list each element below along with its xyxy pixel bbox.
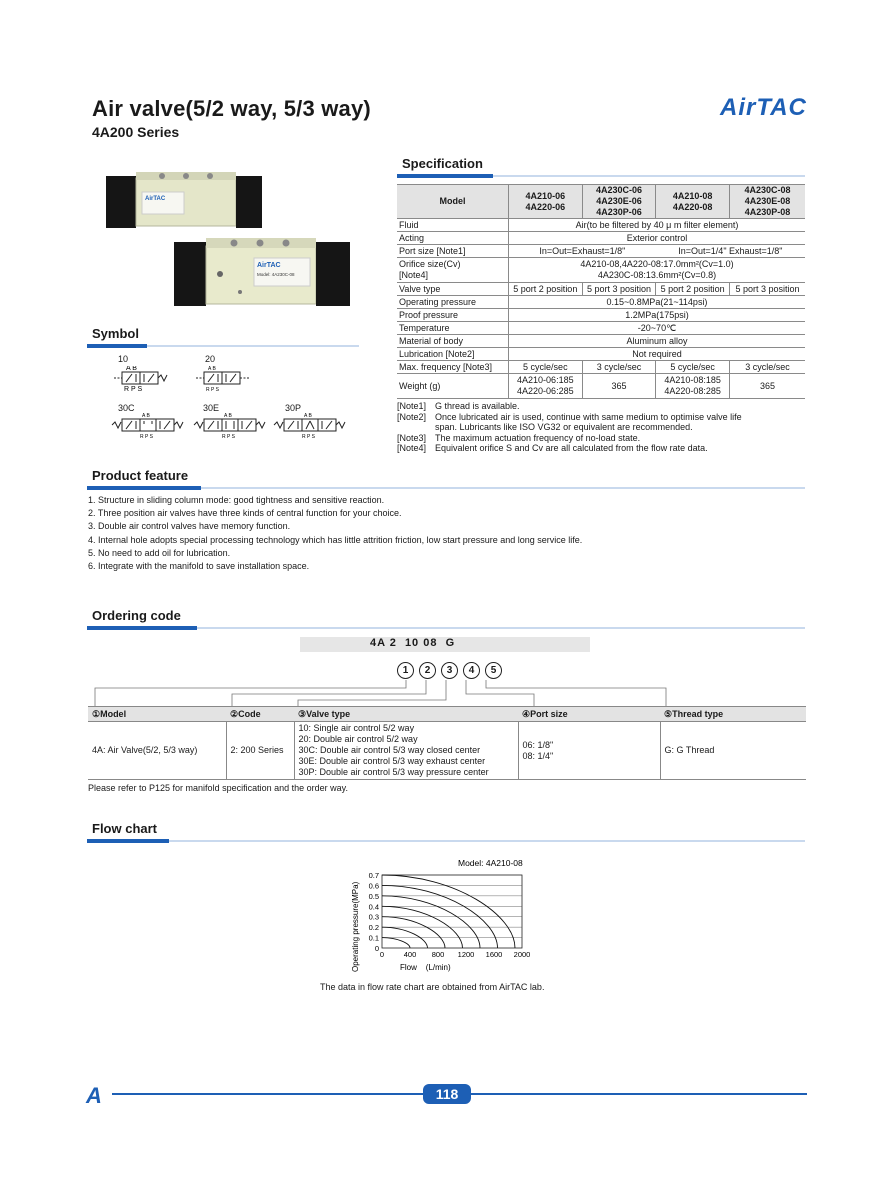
spec-row-lubrication: Lubrication [Note2] Not required [397, 348, 805, 361]
specification-rule [397, 175, 805, 177]
flow-chart-rule [87, 840, 805, 842]
spec-head-col3: 4A210-08 4A220-08 [656, 185, 730, 219]
chart-x-tick-label: 400 [403, 950, 417, 959]
chart-series-line [382, 938, 410, 948]
symbol-rule [87, 345, 359, 347]
chart-series-line [382, 917, 445, 948]
note-4: [Note4] Equivalent orifice S and Cv are all calculated from the flow rate data. [397, 443, 708, 453]
note-2-cont: span. Lubricants like ISO VG32 or equivalent are recommended. [435, 422, 693, 432]
specification-table [397, 184, 805, 399]
photo-model-label: Model: 4A230C-08 [257, 272, 295, 277]
symbol-20-ports-top: A B [208, 366, 216, 372]
chart-x-tick-label: 2000 [513, 950, 531, 959]
symbol-30p-ports-top: A B [304, 413, 312, 419]
chart-y-tick-label: 0.5 [368, 891, 379, 901]
chart-y-tick-label: 0.7 [368, 871, 379, 880]
spec-row-max-frequency: Max. frequency [Note3] 5 cycle/sec 3 cycle/sec 5 cycle/sec 3 cycle/sec [397, 361, 805, 374]
spec-row-fluid: Fluid Air(to be filtered by 40 μ m filter element) [397, 219, 805, 232]
circle-4: 4 [463, 662, 480, 679]
airtac-logo: AirTAC [720, 94, 807, 121]
feature-item: 3. Double air control valves have memory function. [88, 521, 291, 532]
chart-y-tick-label: 0 [374, 944, 379, 953]
order-code-leader-lines [90, 680, 670, 708]
note-3: [Note3] The maximum actuation frequency of no-load state. [397, 432, 641, 443]
circle-5: 5 [485, 662, 502, 679]
feature-list [88, 494, 582, 573]
symbol-20-label: 20 [205, 354, 216, 364]
ordering-note: Please refer to P125 for manifold specification and the order way. [88, 783, 348, 793]
circle-1: 1 [397, 662, 414, 679]
spec-row-orifice: Orifice size(Cv) [Note4] 4A210-08,4A220-08:17.0mm²(Cv=1.0) 4A230C-08:13.6mm²(Cv=0.8) [397, 258, 805, 283]
spec-head-col4: 4A230C-08 4A230E-08 4A230P-08 [729, 185, 805, 219]
spec-row-valve-type: Valve type 5 port 2 position 5 port 3 position 5 port 2 position 5 port 3 position [397, 283, 805, 296]
spec-notes [397, 401, 807, 454]
ordering-code-value: 2: 200 Series [226, 722, 294, 780]
chart-x-tick-label: 0 [379, 950, 385, 959]
symbol-30c-ports-top: A B [142, 413, 150, 419]
ordering-header-row [88, 707, 806, 722]
photo-brand-1: AirTAC [145, 196, 166, 202]
ordering-table [88, 706, 806, 780]
symbol-10-ports-top: A B [126, 366, 137, 372]
ordering-thread-value: G: G Thread [660, 722, 806, 780]
chart-plot-area [369, 871, 531, 959]
page-number: 118 [423, 1084, 471, 1104]
order-code-example: 4A 2 10 08 G [370, 637, 456, 649]
chart-xlabel: Flow (L/min) [400, 963, 451, 972]
feature-item: 6. Integrate with the manifold to save installation space. [88, 561, 310, 572]
symbol-30e-ports-bottom: R P S [222, 434, 235, 439]
chart-y-tick-label: 0.3 [368, 912, 379, 922]
ordering-head-model: ①Model [88, 707, 226, 722]
ordering-code-heading: Ordering code [92, 608, 181, 623]
spec-header-row [397, 185, 805, 219]
chart-ylabel: Operating pressure(MPa) [351, 881, 360, 972]
ordering-model-value: 4A: Air Valve(5/2, 5/3 way) [88, 722, 226, 780]
spec-model-label: Model [397, 185, 508, 219]
chart-y-tick-label: 0.1 [368, 933, 379, 943]
spec-row-proof-pressure: Proof pressure 1.2MPa(175psi) [397, 309, 805, 322]
symbol-heading: Symbol [92, 326, 139, 341]
chart-title: Model: 4A210-08 [458, 858, 523, 868]
feature-item: 4. Internal hole adopts special processing technology which has little attrition friction, low start pressure and long service life. [88, 534, 583, 545]
symbol-30c-ports-bottom: R P S [140, 434, 153, 439]
symbol-30c-label: 30C [118, 403, 135, 413]
ordering-value-row [88, 722, 806, 780]
ordering-code-rule [87, 627, 805, 629]
circle-3: 3 [441, 662, 458, 679]
series-subtitle: 4A200 Series [92, 124, 180, 140]
note-2: [Note2] Once lubricated air is used, continue with same medium to optimise valve life [397, 411, 742, 422]
symbol-10-diagram [112, 366, 172, 392]
symbol-30c-diagram [110, 413, 186, 439]
symbol-30e-diagram [192, 413, 268, 439]
photo-brand-2: AirTAC [257, 262, 281, 269]
chart-x-tick-label: 1200 [457, 950, 475, 959]
symbol-20-ports-bottom: R P S [206, 387, 219, 392]
chart-y-tick-label: 0.2 [368, 923, 379, 933]
symbol-30e-ports-top: A B [224, 413, 232, 419]
ordering-head-valve: ③Valve type [294, 707, 518, 722]
chart-frame [382, 875, 522, 948]
symbol-20-diagram [194, 366, 254, 392]
product-feature-heading: Product feature [92, 468, 189, 483]
chart-series-line [382, 896, 480, 948]
symbol-30p-ports-bottom: R P S [302, 434, 315, 439]
ordering-head-thread: ⑤Thread type [660, 707, 806, 722]
spec-row-operating-pressure: Operating pressure 0.15~0.8MPa(21~114psi) [397, 296, 805, 309]
ordering-port-values: 06: 1/8" 08: 1/4" [518, 722, 660, 780]
circle-2: 2 [419, 662, 436, 679]
chart-caption: The data in flow rate chart are obtained from AirTAC lab. [320, 982, 545, 992]
spec-row-port-size: Port size [Note1] In=Out=Exhaust=1/8" In=Out=1/4" Exhaust=1/8" [397, 245, 805, 258]
symbol-30p-diagram [272, 413, 352, 439]
specification-heading: Specification [402, 156, 483, 171]
spec-head-col2: 4A230C-06 4A230E-06 4A230P-06 [582, 185, 656, 219]
chart-x-tick-label: 800 [431, 950, 445, 959]
spec-row-acting: Acting Exterior control [397, 232, 805, 245]
product-photo [100, 170, 360, 320]
feature-item: 1. Structure in sliding column mode: good tightness and sensitive reaction. [88, 495, 385, 505]
flow-chart [340, 852, 560, 977]
ordering-head-code: ②Code [226, 707, 294, 722]
chart-y-tick-label: 0.4 [368, 902, 379, 912]
spec-row-material: Material of body Aluminum alloy [397, 335, 805, 348]
symbol-10-label: 10 [118, 354, 129, 364]
note-1: [Note1] G thread is available. [397, 401, 520, 411]
spec-head-col1: 4A210-06 4A220-06 [508, 185, 582, 219]
chart-x-tick-label: 1600 [485, 950, 503, 959]
symbol-30e-label: 30E [203, 403, 220, 413]
page-title: Air valve(5/2 way, 5/3 way) [92, 96, 371, 121]
ordering-head-port: ④Port size [518, 707, 660, 722]
symbol-10-ports-bottom: R P S [124, 386, 143, 392]
symbol-30p-label: 30P [285, 403, 302, 413]
product-feature-rule [87, 487, 805, 489]
order-code-circles [397, 662, 502, 679]
flow-chart-heading: Flow chart [92, 821, 158, 836]
footer-logo-icon: A [86, 1083, 102, 1108]
spec-row-weight: Weight (g) 4A210-06:185 4A220-06:285 365 4A210-08:185 4A220-08:285 365 [397, 374, 805, 399]
ordering-valve-values: 10: Single air control 5/2 way 20: Double air control 5/2 way 30C: Double air control 5/3 way closed center 30E: Double air control 5/3 way exhaust center 30P: Double air control 5/3 way pressure center [294, 722, 518, 780]
chart-y-tick-label: 0.6 [368, 881, 379, 891]
spec-row-temperature: Temperature -20~70℃ [397, 322, 805, 335]
feature-item: 2. Three position air valves have three kinds of central function for your choice. [88, 508, 402, 519]
feature-item: 5. No need to add oil for lubrication. [88, 547, 231, 558]
